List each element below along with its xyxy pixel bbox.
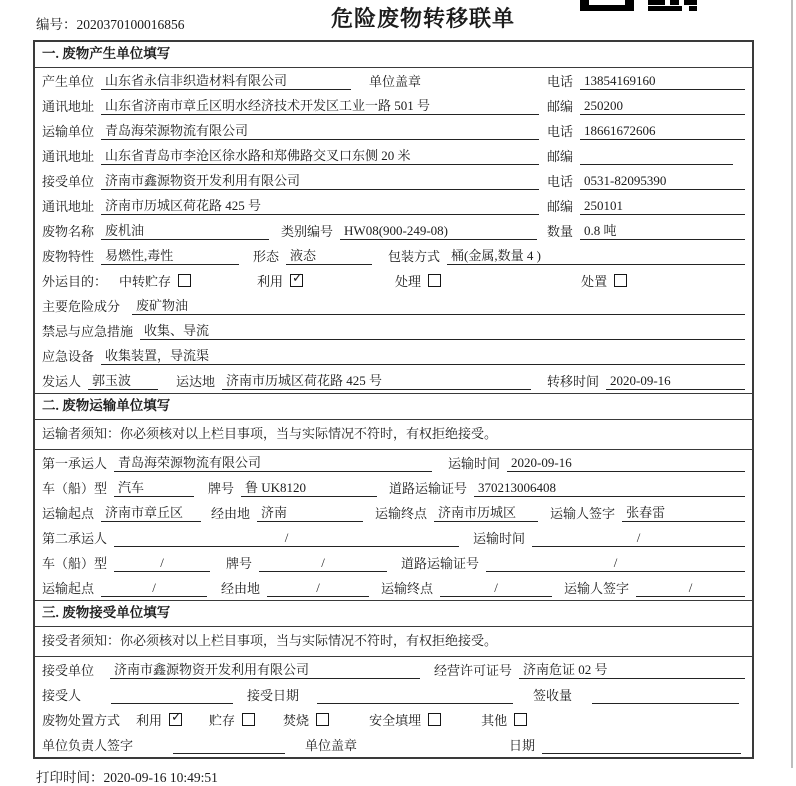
- vehicle-type-label: 车（船）型: [42, 556, 108, 571]
- first-carrier-row: [35, 450, 752, 475]
- waste-characteristics-label: 废物特性: [42, 249, 95, 264]
- carrier-signature-2-value: /: [636, 580, 745, 597]
- utilize-checkbox: [290, 274, 303, 287]
- via-2-value: /: [267, 580, 369, 597]
- qr-code-fragment: [580, 0, 697, 11]
- landfill-checkbox: [428, 713, 441, 726]
- recipient-label: 接受人: [42, 688, 82, 703]
- purpose-option-dispose: [581, 271, 627, 290]
- receive-date-value: [317, 688, 513, 704]
- plate-number-value: 鲁 UK8120: [241, 477, 377, 497]
- recipient-value: [111, 688, 233, 704]
- terminus-label: 运输终点: [375, 506, 428, 521]
- receiver-notice: 接受者须知：你必须核对以上栏目事项，当与实际情况不符时，有权拒绝接受。: [35, 627, 752, 657]
- terminus-value: 济南市历城区: [434, 502, 538, 522]
- receiver-unit-label: 接受单位: [42, 174, 95, 189]
- receive-unit-row: [35, 657, 752, 682]
- producer-unit-value: 山东省永信非织造材料有限公司: [101, 70, 351, 90]
- hazardous-components-value: 废矿物油: [132, 295, 745, 315]
- disposal-option-landfill: [369, 710, 441, 729]
- phone-label: 电话: [547, 124, 574, 139]
- phone-label: 电话: [547, 74, 574, 89]
- other-checkbox: [514, 713, 527, 726]
- page-title: 危险废物转移联单: [331, 6, 516, 31]
- license-number-value: 济南危证 02 号: [519, 659, 745, 679]
- date-label: 日期: [509, 738, 536, 753]
- transport-unit-row: [35, 118, 752, 143]
- receiver-address-label: 通讯地址: [42, 199, 95, 214]
- receiver-address-value: 济南市历城区荷花路 425 号: [101, 195, 539, 215]
- route-row-2: [35, 575, 752, 600]
- zip-label: 邮编: [547, 99, 574, 114]
- road-permit-label: 道路运输证号: [389, 481, 468, 496]
- receipt-amount-label: 签收量: [533, 688, 573, 703]
- option-label: 中转贮存: [119, 274, 172, 289]
- first-carrier-value: 青岛海荣源物流有限公司: [114, 452, 432, 472]
- date-value: [542, 738, 741, 754]
- carrier-signature-label: 运输人签字: [550, 506, 616, 521]
- option-label: 利用: [136, 713, 163, 728]
- receive-date-label: 接受日期: [247, 688, 300, 703]
- emergency-equipment-label: 应急设备: [42, 349, 95, 364]
- transfer-time-value: 2020-09-16: [606, 373, 745, 390]
- receiver-unit-row: [35, 168, 752, 193]
- transport-unit-value: 青岛海荣源物流有限公司: [101, 120, 539, 140]
- unit-seal-label: 单位盖章: [305, 738, 358, 753]
- receipt-amount-value: [592, 688, 739, 704]
- option-label: 处置: [581, 274, 608, 289]
- hazardous-components-row: [35, 293, 752, 318]
- option-label: 贮存: [209, 713, 236, 728]
- terminus-2-value: /: [440, 580, 552, 597]
- phone-label: 电话: [547, 174, 574, 189]
- transport-time-label: 运输时间: [473, 531, 526, 546]
- shipper-label: 发运人: [42, 374, 82, 389]
- waste-name-row: [35, 218, 752, 243]
- waste-name-label: 废物名称: [42, 224, 95, 239]
- emergency-measures-value: 收集、导流: [140, 320, 745, 340]
- transfer-time-label: 转移时间: [547, 374, 600, 389]
- via-label: 经由地: [221, 581, 261, 596]
- disposal-method-row: [35, 707, 752, 732]
- option-label: 其他: [481, 713, 508, 728]
- disposal-option-storage: [209, 710, 255, 729]
- emergency-equipment-row: [35, 343, 752, 368]
- dispose-checkbox: [614, 274, 627, 287]
- recipient-row: [35, 682, 752, 707]
- delivery-place-label: 运达地: [176, 374, 216, 389]
- via-value: 济南: [257, 502, 363, 522]
- origin-label: 运输起点: [42, 506, 95, 521]
- option-label: 焚烧: [283, 713, 310, 728]
- transit-storage-checkbox: [178, 274, 191, 287]
- receiver-zip-value: 250101: [580, 198, 745, 215]
- second-carrier-row: [35, 525, 752, 550]
- section3-header: 三. 废物接受单位填写: [35, 600, 752, 627]
- serial-label: 编号：: [36, 17, 77, 32]
- treat-checkbox: [428, 274, 441, 287]
- section2-header: 二. 废物运输单位填写: [35, 393, 752, 420]
- purpose-option-utilize: [257, 271, 303, 290]
- transport-phone-value: 18661672606: [580, 123, 745, 140]
- producer-address-row: [35, 93, 752, 118]
- option-label: 利用: [257, 274, 284, 289]
- storage-checkbox: [242, 713, 255, 726]
- producer-zip-value: 250200: [580, 98, 745, 115]
- purpose-option-transit-storage: [119, 271, 191, 290]
- waste-characteristics-row: [35, 243, 752, 268]
- producer-phone-value: 13854169160: [580, 73, 745, 90]
- page-edge-line: [791, 0, 793, 768]
- transfer-purpose-row: [35, 268, 752, 293]
- transport-time-2-value: /: [532, 530, 745, 547]
- shipper-row: [35, 368, 752, 393]
- purpose-option-treat: [395, 271, 441, 290]
- serial-number: [36, 13, 185, 33]
- receive-unit-value: 济南市鑫源物资开发利用有限公司: [110, 659, 420, 679]
- responsible-signature-value: [173, 738, 285, 754]
- via-label: 经由地: [211, 506, 251, 521]
- waste-form-label: 形态: [253, 249, 280, 264]
- carrier-signature-label: 运输人签字: [564, 581, 630, 596]
- unit-seal-label: 单位盖章: [369, 74, 422, 89]
- transport-unit-label: 运输单位: [42, 124, 95, 139]
- quantity-label: 数量: [547, 224, 574, 239]
- emergency-measures-row: [35, 318, 752, 343]
- producer-unit-row: [35, 68, 752, 93]
- zip-label: 邮编: [547, 199, 574, 214]
- second-carrier-label: 第二承运人: [42, 531, 108, 546]
- carrier-signature-value: 张春雷: [622, 502, 745, 522]
- section1-header: 一. 废物产生单位填写: [35, 42, 752, 68]
- road-permit-value: 370213006408: [474, 480, 745, 497]
- document-header: [0, 0, 796, 40]
- waste-characteristics-value: 易燃性,毒性: [101, 245, 239, 265]
- transport-address-value: 山东省青岛市李沧区徐水路和郑佛路交叉口东侧 20 米: [101, 145, 539, 165]
- route-row-1: [35, 500, 752, 525]
- waste-name-value: 废机油: [101, 220, 269, 240]
- plate-number-2-value: /: [259, 555, 387, 572]
- transfer-purpose-label: 外运目的：: [42, 274, 108, 289]
- transport-time-value: 2020-09-16: [507, 455, 745, 472]
- producer-address-label: 通讯地址: [42, 99, 95, 114]
- category-code-label: 类别编号: [281, 224, 334, 239]
- origin-2-value: /: [101, 580, 207, 597]
- serial-value: 2020370100016856: [76, 17, 185, 32]
- disposal-option-utilize: [136, 710, 182, 729]
- print-time-label: 打印时间：: [36, 770, 104, 785]
- packaging-label: 包装方式: [388, 249, 441, 264]
- vehicle-type-value: 汽车: [114, 477, 194, 497]
- utilize-checkbox: [169, 713, 182, 726]
- producer-unit-label: 产生单位: [42, 74, 95, 89]
- disposal-method-label: 废物处置方式: [42, 713, 121, 728]
- packaging-value: 桶(金属,数量 4 ): [447, 245, 745, 265]
- vehicle-row-2: [35, 550, 752, 575]
- vehicle-type-label: 车（船）型: [42, 481, 108, 496]
- road-permit-label: 道路运输证号: [401, 556, 480, 571]
- carrier-notice: 运输者须知：你必须核对以上栏目事项，当与实际情况不符时，有权拒绝接受。: [35, 420, 752, 450]
- disposal-option-incinerate: [283, 710, 329, 729]
- transport-time-label: 运输时间: [448, 456, 501, 471]
- hazardous-components-label: 主要危险成分: [42, 299, 121, 314]
- vehicle-row-1: [35, 475, 752, 500]
- license-number-label: 经营许可证号: [434, 663, 513, 678]
- plate-number-label: 牌号: [226, 556, 253, 571]
- transport-zip-value: [580, 149, 733, 165]
- producer-address-value: 山东省济南市章丘区明水经济技术开发区工业一路 501 号: [101, 95, 539, 115]
- first-carrier-label: 第一承运人: [42, 456, 108, 471]
- receiver-address-row: [35, 193, 752, 218]
- responsible-signature-label: 单位负责人签字: [42, 738, 134, 753]
- print-time-value: 2020-09-16 10:49:51: [103, 770, 218, 785]
- incinerate-checkbox: [316, 713, 329, 726]
- emergency-measures-label: 禁忌与应急措施: [42, 324, 134, 339]
- print-time: [36, 766, 796, 786]
- option-label: 安全填埋: [369, 713, 422, 728]
- vehicle-type-2-value: /: [114, 555, 210, 572]
- receiver-unit-value: 济南市鑫源物资开发利用有限公司: [101, 170, 539, 190]
- plate-number-label: 牌号: [208, 481, 235, 496]
- receiver-phone-value: 0531-82095390: [580, 173, 745, 190]
- option-label: 处理: [395, 274, 422, 289]
- category-code-value: HW08(900-249-08): [340, 223, 537, 240]
- waste-form-value: 液态: [286, 245, 372, 265]
- quantity-value: 0.8 吨: [580, 220, 745, 240]
- transport-address-row: [35, 143, 752, 168]
- terminus-label: 运输终点: [381, 581, 434, 596]
- origin-value: 济南市章丘区: [101, 502, 201, 522]
- receive-unit-label: 接受单位: [42, 663, 95, 678]
- shipper-value: 郭玉波: [88, 370, 158, 390]
- zip-label: 邮编: [547, 149, 574, 164]
- emergency-equipment-value: 收集装置，导流渠: [101, 345, 745, 365]
- delivery-place-value: 济南市历城区荷花路 425 号: [222, 370, 531, 390]
- responsible-signature-row: [35, 732, 752, 757]
- disposal-option-other: [481, 710, 527, 729]
- manifest-form: [33, 40, 754, 759]
- second-carrier-value: /: [114, 530, 459, 547]
- road-permit-2-value: /: [486, 555, 745, 572]
- origin-label: 运输起点: [42, 581, 95, 596]
- transport-address-label: 通讯地址: [42, 149, 95, 164]
